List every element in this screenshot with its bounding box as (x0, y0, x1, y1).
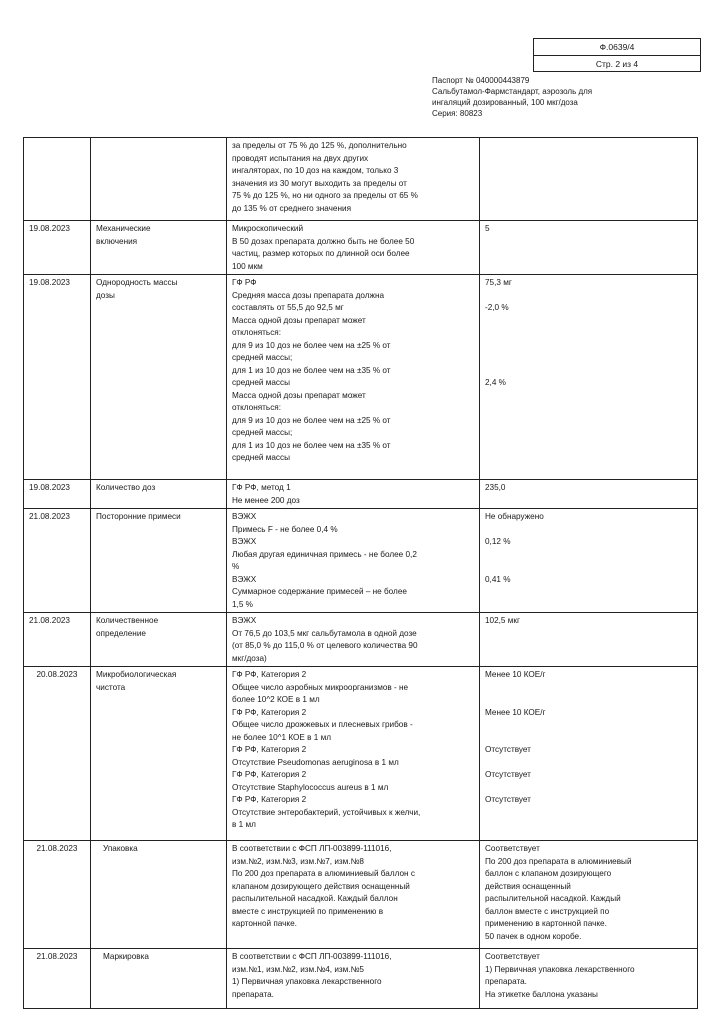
test-date: 19.08.2023 (24, 275, 91, 480)
requirement-line: Отсутствие Staphylococcus aureus в 1 мл (232, 782, 389, 792)
test-name-cell (91, 509, 227, 613)
requirement-line: В соответствии с ФСП ЛП-003899-111016, (232, 844, 392, 853)
test-name-cell (91, 138, 227, 221)
result-cell (480, 841, 698, 949)
test-date: 19.08.2023 (24, 480, 91, 509)
requirement-line: ВЭЖХ (232, 512, 257, 521)
test-name-cell (91, 949, 227, 1009)
result-cell (480, 509, 698, 613)
result-line (485, 327, 692, 340)
result-line: Соответствует (485, 844, 540, 853)
table-row (24, 221, 698, 275)
table-row (24, 613, 698, 667)
requirement-line: Примесь F - не более 0,4 % (232, 524, 338, 534)
requirement-line: значения из 30 могут выходить за пределы от (232, 178, 407, 188)
test-name-line: Микробиологическая (96, 670, 177, 679)
result-line: Отсутствует (485, 745, 531, 754)
result-line: 50 пачек в одном коробе. (485, 931, 582, 941)
result-line: Отсутствует (485, 770, 531, 779)
result-line (485, 352, 692, 365)
requirement-line: средней массы; (232, 353, 293, 362)
result-line: Соответствует (485, 952, 540, 961)
table-row (24, 841, 698, 949)
requirement-line: ГФ РФ, Категория 2 (232, 707, 307, 717)
requirement-line: мкг/доза) (232, 653, 267, 663)
requirement-line: составлять от 55,5 до 92,5 мг (232, 303, 344, 312)
result-line: 102,5 мкг (485, 616, 520, 625)
test-name-cell (91, 275, 227, 480)
requirement-cell (227, 480, 480, 509)
requirement-line: не более 10^1 КОЕ в 1 мл (232, 732, 331, 742)
test-name-cell (91, 221, 227, 275)
requirement-line: ГФ РФ (232, 278, 257, 287)
requirement-line: ВЭЖХ (232, 537, 257, 546)
test-name-cell (91, 841, 227, 949)
table-row (24, 275, 698, 480)
requirement-line: В соответствии с ФСП ЛП-003899-111016, (232, 952, 392, 961)
requirement-cell (227, 275, 480, 480)
requirement-cell (227, 949, 480, 1009)
result-line: На этикетке баллона указаны (485, 989, 598, 999)
table-row (24, 480, 698, 509)
passport-line: Сальбутамол-Фармстандарт, аэрозоль для (432, 87, 593, 96)
result-line: 5 (485, 224, 490, 233)
passport-header (432, 75, 692, 119)
test-name-line: чистота (96, 682, 126, 692)
test-name-line: определение (96, 628, 146, 638)
result-line: баллон вместе с инструкцией по (485, 906, 610, 916)
requirement-line: ГФ РФ, Категория 2 (232, 770, 307, 779)
requirement-line: изм.№1, изм.№2, изм.№4, изм.№5 (232, 964, 364, 974)
result-line (485, 549, 692, 562)
test-date: 21.08.2023 (24, 949, 91, 1009)
form-number: Ф.0639/4 (599, 42, 635, 52)
result-line (485, 561, 692, 574)
passport-line: Паспорт № 040000443879 (432, 76, 530, 85)
requirement-line: препарата. (232, 989, 274, 999)
requirement-line: ГФ РФ, Категория 2 (232, 745, 307, 754)
result-line: применению в картонной пачке. (485, 919, 607, 928)
result-line: баллон с клапаном дозирующего (485, 869, 612, 878)
test-date: 19.08.2023 (24, 221, 91, 275)
requirement-cell (227, 138, 480, 221)
requirement-line: Общее число дрожжевых и плесневых грибов - (232, 720, 413, 729)
requirement-line: ВЭЖХ (232, 574, 257, 584)
requirement-line: Не менее 200 доз (232, 495, 300, 505)
result-cell (480, 480, 698, 509)
requirement-line: % (232, 562, 240, 571)
requirement-line: Масса одной дозы препарат может (232, 390, 366, 400)
requirement-line: средней массы (232, 453, 290, 462)
requirement-line: 1) Первичная упаковка лекарственного (232, 977, 382, 986)
result-line: Не обнаружено (485, 512, 544, 521)
requirement-line: 75 % до 125 %, но ни одного за пределы от 65 % (232, 191, 418, 200)
result-line: Менее 10 КОЕ/г (485, 670, 546, 679)
requirement-line: распылительной насадкой. Каждый баллон (232, 894, 398, 903)
requirement-line: В 50 дозах препарата должно быть не более 50 (232, 236, 415, 246)
requirement-line: вместе с инструкцией по применению в (232, 906, 384, 916)
requirement-line: Масса одной дозы препарат может (232, 315, 366, 325)
table-row (24, 138, 698, 221)
result-line (485, 315, 692, 328)
result-cell (480, 275, 698, 480)
requirement-line: ингаляторах, по 10 доз на каждом, только 3 (232, 166, 399, 175)
requirement-line: для 1 из 10 доз не более чем на ±35 % от (232, 365, 391, 375)
result-line: 235,0 (485, 483, 506, 492)
test-results-table (23, 137, 698, 1009)
requirement-line: отклоняться: (232, 403, 281, 412)
test-name-line: Упаковка (103, 844, 138, 853)
requirement-line: средней массы; (232, 428, 293, 437)
result-line (485, 719, 692, 732)
requirement-line: Любая другая единичная примесь - не более 0,2 (232, 549, 417, 559)
passport-line: ингаляций дозированный, 100 мкг/доза (432, 98, 578, 107)
requirement-line: отклоняться: (232, 328, 281, 337)
requirement-line: От 76,5 до 103,5 мкг сальбутамола в одной дозе (232, 628, 417, 638)
requirement-line: для 9 из 10 доз не более чем на ±25 % от (232, 340, 391, 350)
result-line: 2,4 % (485, 378, 506, 387)
requirement-cell (227, 841, 480, 949)
requirement-line: ГФ РФ, метод 1 (232, 483, 291, 492)
result-cell (480, 667, 698, 841)
result-line: препарата. (485, 977, 527, 986)
test-name-cell (91, 613, 227, 667)
result-cell (480, 221, 698, 275)
requirement-line: (от 85,0 % до 115,0 % от целевого количества 90 (232, 641, 418, 650)
requirement-cell (227, 509, 480, 613)
requirement-line: 100 мкм (232, 261, 263, 271)
requirement-line: ВЭЖХ (232, 616, 257, 625)
requirement-line: Отсутствие энтеробактерий, устойчивых к желчи, (232, 807, 421, 817)
result-cell (480, 949, 698, 1009)
requirement-line: картонной пачке. (232, 919, 297, 928)
result-line (485, 524, 692, 537)
result-line: Менее 10 КОЕ/г (485, 707, 546, 717)
result-line (485, 757, 692, 770)
test-name-line: Количественное (96, 616, 159, 625)
requirement-line: По 200 доз препарата в алюминиевый баллон с (232, 869, 415, 878)
test-date: 21.08.2023 (24, 509, 91, 613)
requirement-line: 1,5 % (232, 599, 253, 609)
result-line (485, 732, 692, 745)
page-indicator: Стр. 2 из 4 (534, 55, 700, 72)
requirement-line: клапаном дозирующего действия оснащенный (232, 881, 410, 891)
result-line: -2,0 % (485, 303, 509, 312)
table-row (24, 949, 698, 1009)
requirement-line: в 1 мл (232, 820, 256, 829)
result-line: распылительной насадкой. Каждый (485, 894, 621, 903)
requirement-cell (227, 667, 480, 841)
requirement-cell (227, 221, 480, 275)
test-name-line: включения (96, 236, 138, 246)
table-row (24, 509, 698, 613)
requirement-line: для 1 из 10 доз не более чем на ±35 % от (232, 440, 391, 450)
result-cell (480, 138, 698, 221)
result-line (485, 290, 692, 303)
test-name-line: Механические (96, 224, 151, 233)
form-number-box (533, 38, 701, 72)
result-line: По 200 доз препарата в алюминиевый (485, 856, 632, 866)
test-name-line: Посторонние примеси (96, 512, 181, 521)
result-line (485, 782, 692, 795)
result-line (485, 365, 692, 378)
result-line: Отсутствует (485, 795, 531, 804)
result-line (485, 682, 692, 695)
requirement-line: Средняя масса дозы препарата должна (232, 290, 385, 300)
requirement-line: Суммарное содержание примесей – не более (232, 587, 407, 596)
test-name-cell (91, 667, 227, 841)
test-date (24, 138, 91, 221)
result-cell (480, 613, 698, 667)
requirement-cell (227, 613, 480, 667)
test-date: 21.08.2023 (24, 841, 91, 949)
requirement-line: более 10^2 КОЕ в 1 мл (232, 695, 320, 704)
result-line (485, 694, 692, 707)
test-name-cell (91, 480, 227, 509)
result-line: действия оснащенный (485, 881, 571, 891)
requirement-line: для 9 из 10 доз не более чем на ±25 % от (232, 415, 391, 425)
result-line: 0,12 % (485, 537, 511, 546)
result-line: 75,3 мг (485, 278, 512, 287)
requirement-line: проводят испытания на двух других (232, 153, 369, 163)
requirement-line: ГФ РФ, Категория 2 (232, 795, 307, 804)
test-name-line: Маркировка (103, 952, 149, 961)
table-row (24, 667, 698, 841)
test-name-line: Количество доз (96, 483, 156, 492)
requirement-line: средней массы (232, 378, 290, 387)
result-line: 1) Первичная упаковка лекарственного (485, 964, 635, 974)
requirement-line: Отсутствие Pseudomonas aeruginosa в 1 мл (232, 757, 399, 767)
requirement-line: изм.№2, изм.№3, изм.№7, изм.№8 (232, 856, 364, 866)
requirement-line: Микроскопический (232, 224, 304, 233)
test-date: 20.08.2023 (24, 667, 91, 841)
test-name-line: Однородность массы (96, 278, 178, 287)
requirement-line: частиц, размер которых по длинной оси более (232, 249, 410, 258)
requirement-line: до 135 % от среднего значения (232, 203, 351, 213)
requirement-line: за пределы от 75 % до 125 %, дополнительно (232, 141, 407, 150)
passport-line: Серия: 80823 (432, 109, 483, 118)
requirement-line: Общее число аэробных микроорганизмов - не (232, 682, 409, 692)
result-line: 0,41 % (485, 574, 511, 584)
result-line (485, 340, 692, 353)
test-date: 21.08.2023 (24, 613, 91, 667)
test-name-line: дозы (96, 290, 115, 300)
requirement-line: ГФ РФ, Категория 2 (232, 670, 307, 679)
